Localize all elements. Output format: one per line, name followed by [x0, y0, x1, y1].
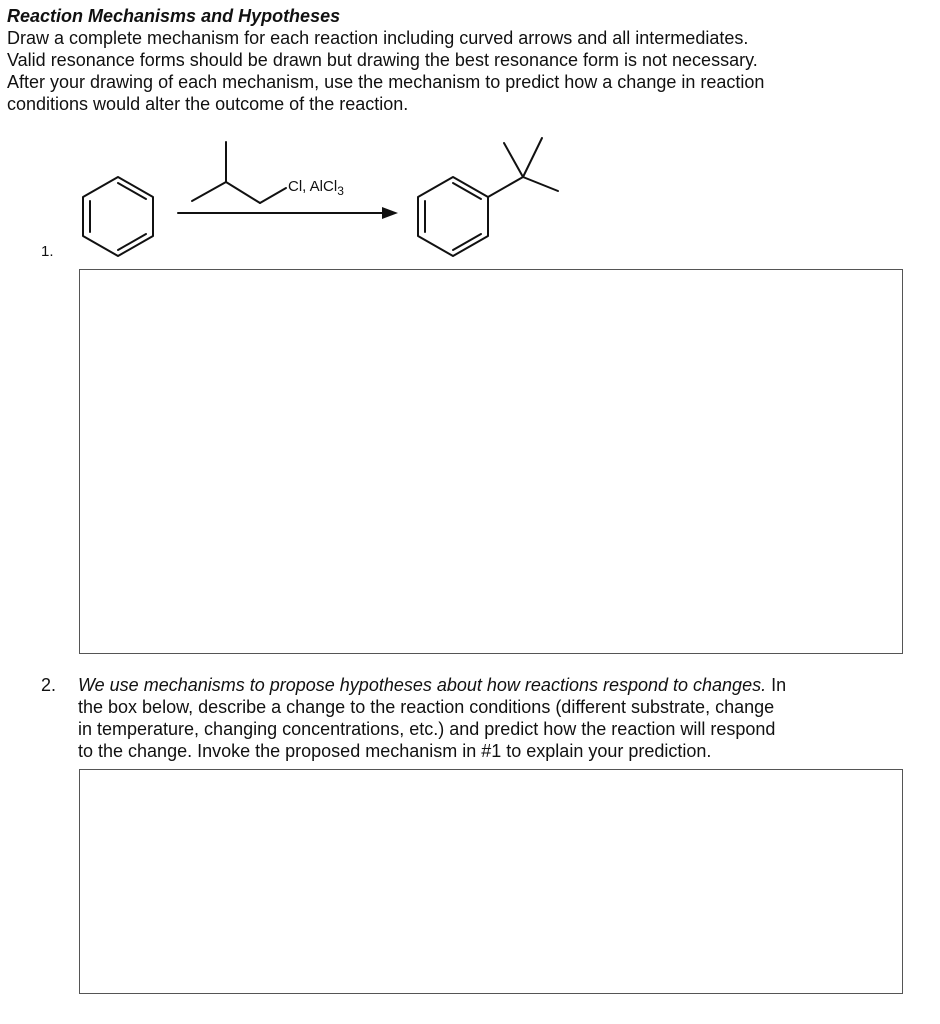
mechanism-answer-box[interactable] — [79, 269, 903, 654]
page-title: Reaction Mechanisms and Hypotheses — [7, 6, 341, 26]
question-2-line: the box below, describe a change to the reaction conditions (different substrate, change — [78, 697, 775, 717]
question-2-number: 2. — [41, 675, 57, 695]
question-2-line — [78, 674, 938, 696]
instructions — [7, 27, 932, 115]
reagent-label — [288, 178, 344, 198]
hypothesis-answer-box[interactable] — [79, 769, 903, 994]
question-2-text — [78, 674, 938, 762]
question-1-number: 1. — [41, 243, 54, 260]
benzene-reactant-structure — [83, 177, 153, 256]
question-2-line-end: In — [766, 675, 787, 695]
reagent-text: Cl, AlCl — [288, 178, 338, 195]
tert-butyl-chloride-structure — [192, 142, 286, 203]
arrow-head — [382, 207, 398, 219]
instructions-line: Draw a complete mechanism for each reaction including curved arrows and all intermediates. — [7, 28, 749, 48]
instructions-line: After your drawing of each mechanism, use the mechanism to predict how a change in reaction — [7, 72, 765, 92]
reagent-subscript: 3 — [337, 184, 344, 198]
question-2-line: in temperature, changing concentrations, etc.) and predict how the reaction will respond — [78, 719, 776, 739]
reaction-scheme — [70, 130, 590, 265]
instructions-line: conditions would alter the outcome of the reaction. — [7, 94, 409, 114]
tert-butylbenzene-product-structure — [418, 138, 558, 256]
question-2-line: to the change. Invoke the proposed mechanism in #1 to explain your prediction. — [78, 741, 712, 761]
instructions-line: Valid resonance forms should be drawn but drawing the best resonance form is not necessary. — [7, 50, 758, 70]
question-2-italic-text: We use mechanisms to propose hypotheses about how reactions respond to changes. — [78, 675, 767, 695]
